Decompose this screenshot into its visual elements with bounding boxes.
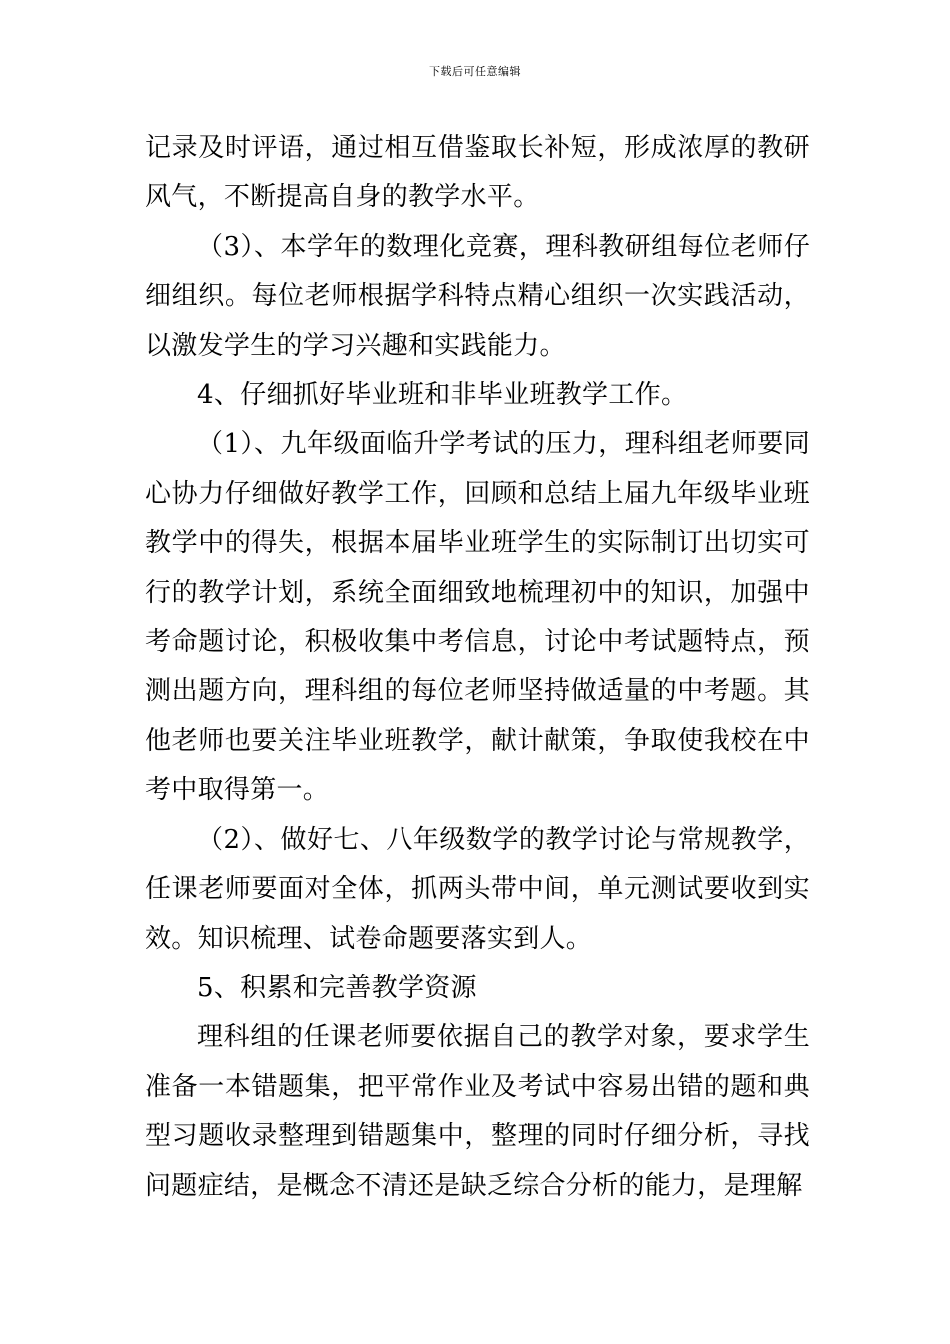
page-header: 下载后可任意编辑	[429, 65, 521, 78]
paragraph-1: 记录及时评语，通过相互借鉴取长补短，形成浓厚的教研风气，不断提高自身的教学水平。	[145, 133, 810, 213]
paragraph-2: （3）、本学年的数理化竞赛，理科教研组每位老师仔细组织。每位老师根据学科特点精心组织一次实践活动，以激发学生的学习兴趣和实践能力。	[145, 231, 810, 361]
paragraph-3: 4、仔细抓好毕业班和非毕业班教学工作。	[197, 380, 688, 411]
document-body	[145, 124, 810, 1211]
paragraph-4: （1）、九年级面临升学考试的压力，理科组老师要同心协力仔细做好教学工作，回顾和总结上届九年级毕业班教学中的得失，根据本届毕业班学生的实际制订出切实可行的教学计划，系统全面细致地梳理初中的知识，加强中考命题讨论，积极收集中考信息，讨论中考试题特点，预测出题方向，理科组的每位老师坚持做适量的中考题。其他老师也要关注毕业班教学，献计献策，争取使我校在中考中取得第一。	[145, 429, 810, 806]
paragraph-5: （2）、做好七、八年级数学的教学讨论与常规教学，任课老师要面对全体，抓两头带中间，单元测试要收到实效。知识梳理、试卷命题要落实到人。	[145, 824, 810, 954]
paragraph-6: 5、积累和完善教学资源	[197, 972, 477, 1003]
paragraph-7: 理科组的任课老师要依据自己的教学对象，要求学生准备一本错题集，把平常作业及考试中容易出错的题和典型习题收录整理到错题集中，整理的同时仔细分析，寻找问题症结，是概念不清还是缺乏综合分析的能力，是理解	[145, 1022, 810, 1201]
